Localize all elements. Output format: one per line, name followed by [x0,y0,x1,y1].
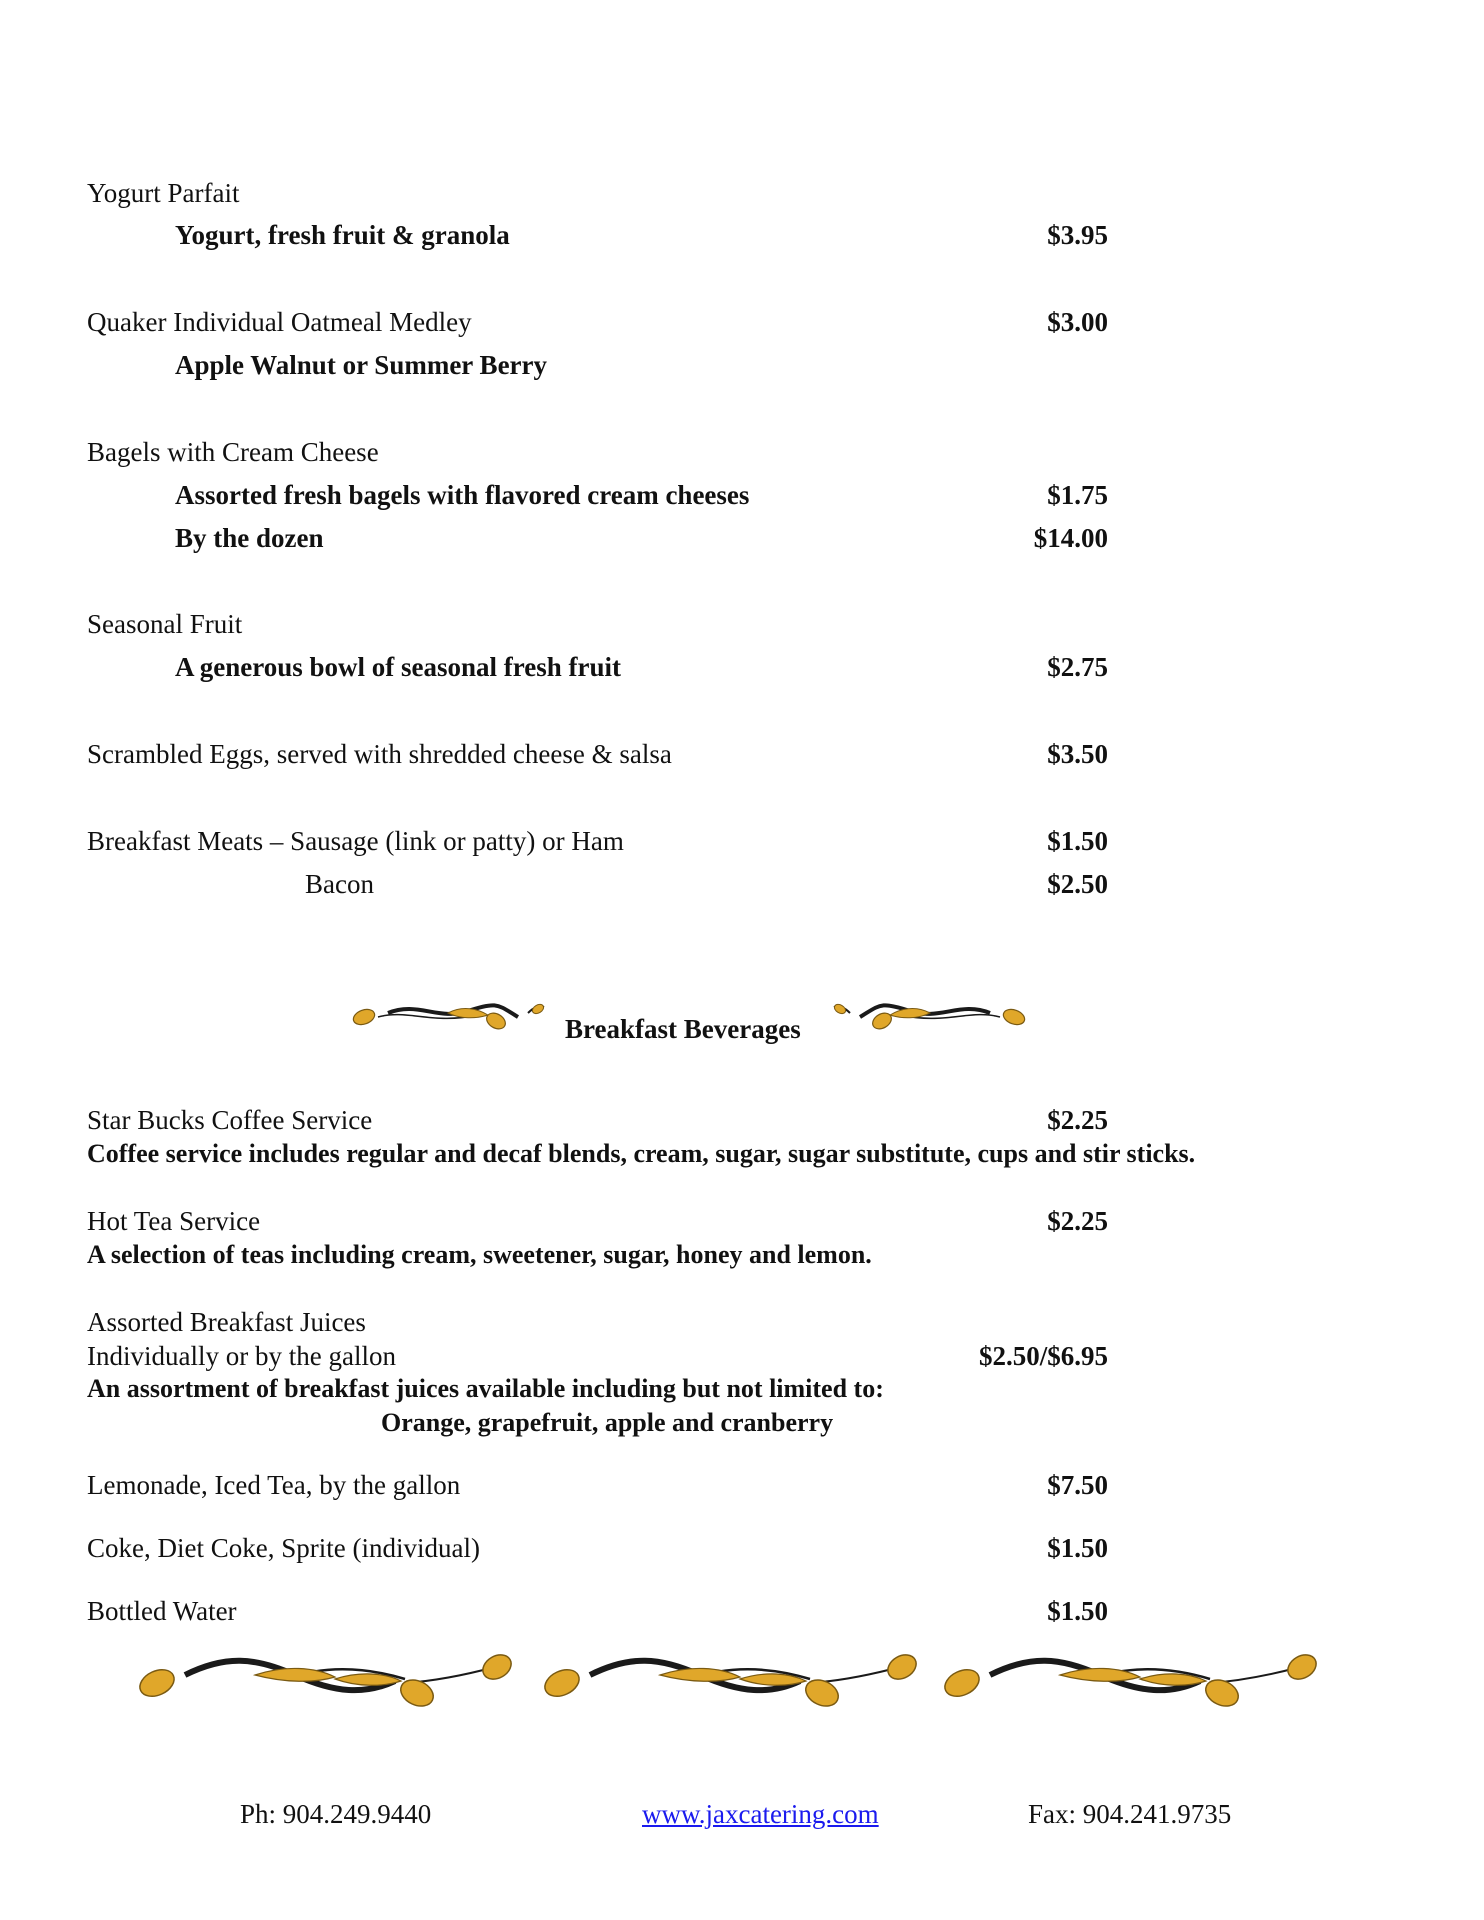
footer-phone: Ph: 904.249.9440 [240,1799,432,1829]
bacon-label: Bacon [305,869,374,899]
tea-desc: A selection of teas including cream, sweetener, sugar, honey and lemon. [87,1240,872,1269]
lemonade-price: $7.50 [1047,1470,1108,1500]
oatmeal-desc: Apple Walnut or Summer Berry [175,350,548,380]
juice-price: $2.50/$6.95 [978,1341,1108,1371]
footer-fax: Fax: 904.241.9735 [1028,1799,1232,1829]
coffee-desc: Coffee service includes regular and decaf blends, cream, sugar, sugar substitute, cups and stir sticks. [87,1139,1196,1168]
soda-name: Coke, Diet Coke, Sprite (individual) [87,1533,480,1563]
vine-ornament-right [822,995,1030,1037]
fruit-price: $2.75 [1047,652,1108,682]
oatmeal-name: Quaker Individual Oatmeal Medley [87,307,472,337]
vine-ornament-left [348,995,548,1037]
coffee-name: Star Bucks Coffee Service [87,1105,373,1135]
water-price: $1.50 [1047,1596,1108,1626]
footer-website-link[interactable]: www.jaxcatering.com [642,1799,879,1829]
parfait-name: Yogurt Parfait [87,178,240,208]
juice-name: Assorted Breakfast Juices [87,1307,366,1337]
juice-desc: An assortment of breakfast juices available including but not limited to: [87,1374,884,1403]
bacon-price: $2.50 [1047,869,1108,899]
bagels-name: Bagels with Cream Cheese [87,437,379,467]
vine-border-ornament [135,1645,1345,1715]
meats-price: $1.50 [1047,826,1108,856]
tea-price: $2.25 [1047,1206,1108,1236]
bagels-desc: Assorted fresh bagels with flavored cream cheeses [175,480,750,510]
juice-examples: Orange, grapefruit, apple and cranberry [381,1408,834,1437]
oatmeal-price: $3.00 [1047,307,1108,337]
bagels-dozen-price: $14.00 [1033,523,1108,553]
bagels-dozen-label: By the dozen [175,523,324,553]
juice-sub: Individually or by the gallon [87,1341,396,1371]
fruit-desc: A generous bowl of seasonal fresh fruit [175,652,622,682]
soda-price: $1.50 [1047,1533,1108,1563]
water-name: Bottled Water [87,1596,237,1626]
bagels-price: $1.75 [1047,480,1108,510]
tea-name: Hot Tea Service [87,1206,261,1236]
eggs-price: $3.50 [1047,739,1108,769]
section-heading-beverages: Breakfast Beverages [565,1014,801,1044]
fruit-name: Seasonal Fruit [87,609,243,639]
lemonade-name: Lemonade, Iced Tea, by the gallon [87,1470,461,1500]
parfait-desc: Yogurt, fresh fruit & granola [175,220,510,250]
coffee-price: $2.25 [1047,1105,1108,1135]
meats-name: Breakfast Meats – Sausage (link or patty) or Ham [87,826,624,856]
parfait-price: $3.95 [1047,220,1108,250]
eggs-name: Scrambled Eggs, served with shredded cheese & salsa [87,739,672,769]
